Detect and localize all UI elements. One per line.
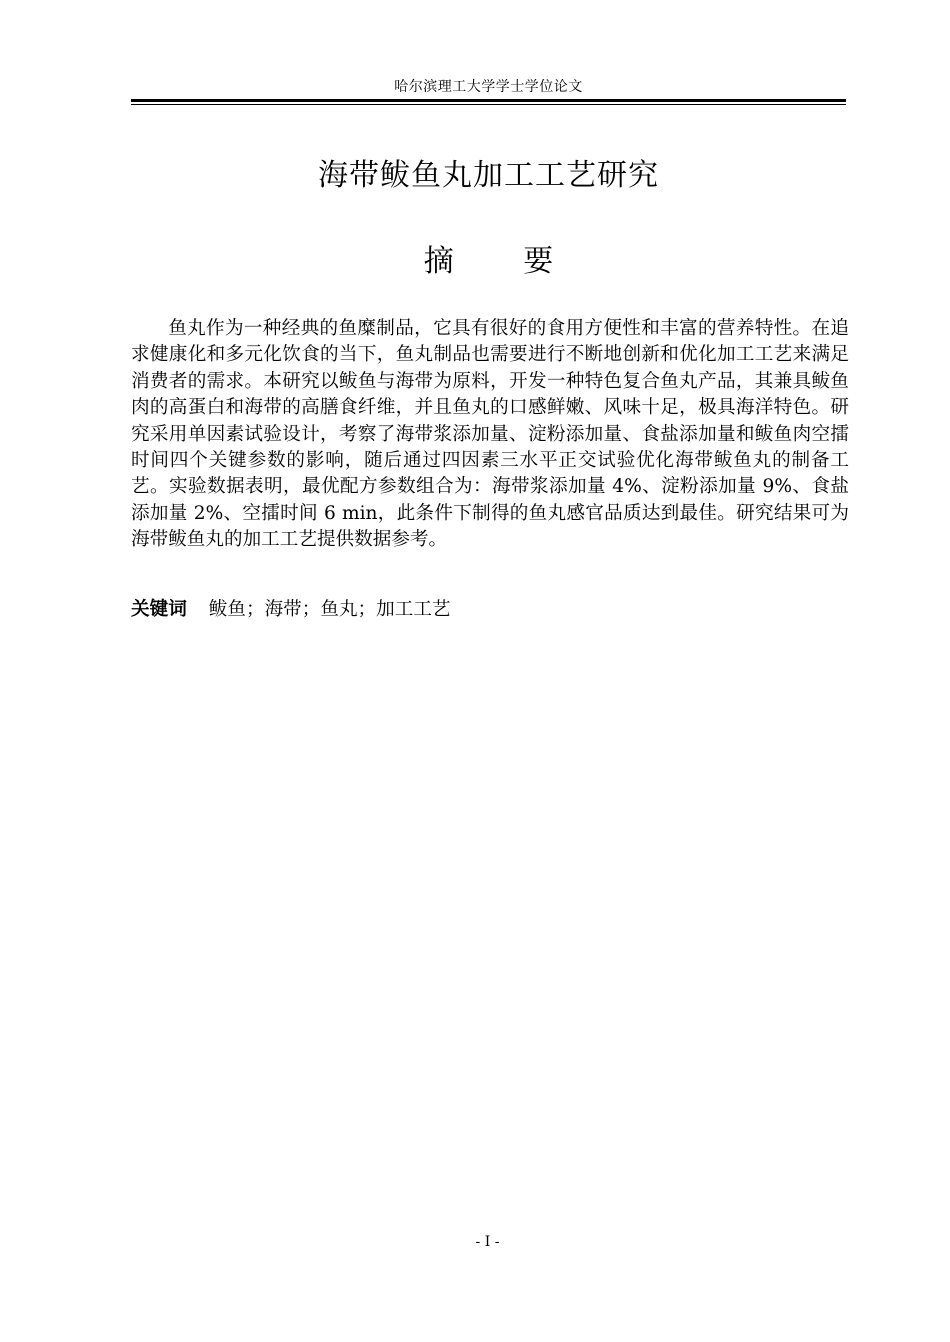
keywords-value: 鲅鱼；海带；鱼丸；加工工艺 bbox=[208, 599, 451, 620]
abstract-heading: 摘 要 bbox=[423, 244, 554, 279]
keywords-label: 关键词 bbox=[131, 599, 187, 620]
header-rule-thick bbox=[131, 99, 846, 102]
running-header: 哈尔滨理工大学学士学位论文 bbox=[394, 79, 583, 95]
keywords-line bbox=[131, 597, 846, 623]
abstract-paragraph: 鱼丸作为一种经典的鱼糜制品，它具有很好的食用方便性和丰富的营养特性。在追求健康化和多元化饮食的当下，鱼丸制品也需要进行不断地创新和优化加工工艺来满足消费者的需求。本研究以鲅鱼与海带为原料，开发一种特色复合鱼丸产品，其兼具鲅鱼肉的高蛋白和海带的高膳食纤维，并且鱼丸的口感鲜嫩、风味十足，极具海洋特色。研究采用单因素试验设计，考察了海带浆添加量、淀粉添加量、食盐添加量和鲅鱼肉空擂时间四个关键参数的影响，随后通过四因素三水平正交试验优化海带鲅鱼丸的制备工艺。实验数据表明，最优配方参数组合为：海带浆添加量 4%、淀粉添加量 9%、食盐添加量 2%、空擂时间 6 min，此条件下制得的鱼丸感官品质达到最佳。研究结果可为海带鲅鱼丸的加工工艺提供数据参考。 bbox=[131, 318, 849, 551]
thesis-title: 海带鲅鱼丸加工工艺研究 bbox=[318, 158, 659, 193]
page-number: - I - bbox=[475, 1234, 500, 1250]
header-rule-thin bbox=[131, 104, 846, 105]
